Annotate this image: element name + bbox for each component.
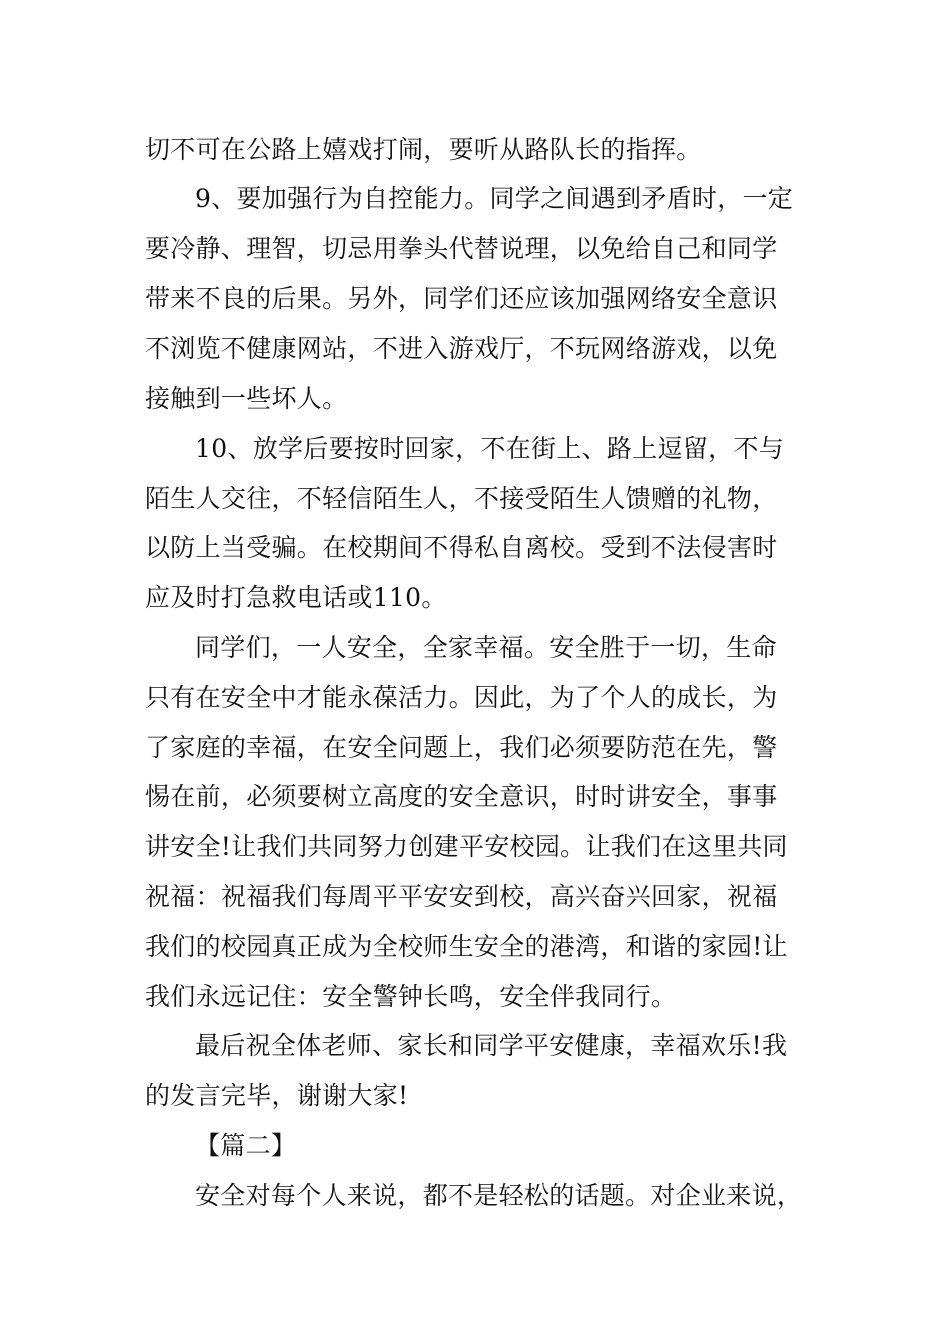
text-line: 我们永远记住：安全警钟长鸣，安全伴我同行。	[145, 982, 677, 1011]
text-line: 安全对每个人来说，都不是轻松的话题。对企业来说，	[195, 1181, 803, 1210]
text-line: 9、要加强行为自控能力。同学之间遇到矛盾时，一定	[195, 184, 794, 213]
text-line: 我们的校园真正成为全校师生安全的港湾，和谐的家园!让	[145, 932, 788, 961]
text-line: 10、放学后要按时回家，不在街上、路上逗留，不与	[195, 434, 785, 463]
text-line: 不浏览不健康网站，不进入游戏厅，不玩网络游戏，以免	[145, 334, 778, 363]
text-line: 祝福：祝福我们每周平平安安到校，高兴奋兴回家，祝福	[145, 882, 778, 911]
text-line: 的发言完毕，谢谢大家!	[145, 1081, 409, 1110]
text-line: 以防上当受骗。在校期间不得私自离校。受到不法侵害时	[145, 533, 778, 562]
text-line: 陌生人交往，不轻信陌生人，不接受陌生人馈赠的礼物，	[145, 484, 778, 513]
text-line: 应及时打急救电话或110。	[145, 583, 447, 612]
text-line: 同学们，一人安全，全家幸福。安全胜于一切，生命	[195, 633, 777, 662]
text-line: 最后祝全体老师、家长和同学平安健康，幸福欢乐!我	[195, 1031, 788, 1060]
text-line: 接触到一些坏人。	[145, 384, 348, 413]
text-line: 了家庭的幸福，在安全问题上，我们必须要防范在先，警	[145, 733, 778, 762]
section-heading: 【篇二】	[195, 1131, 297, 1160]
text-line: 讲安全!让我们共同努力创建平安校园。让我们在这里共同	[145, 832, 788, 861]
text-line: 带来不良的后果。另外，同学们还应该加强网络安全意识	[145, 284, 778, 313]
text-line: 只有在安全中才能永葆活力。因此，为了个人的成长，为	[145, 683, 778, 712]
text-line: 惕在前，必须要树立高度的安全意识，时时讲安全，事事	[145, 782, 778, 811]
text-line: 切不可在公路上嬉戏打闹，要听从路队长的指挥。	[145, 135, 702, 164]
text-line: 要冷静、理智，切忌用拳头代替说理，以免给自己和同学	[145, 234, 778, 263]
